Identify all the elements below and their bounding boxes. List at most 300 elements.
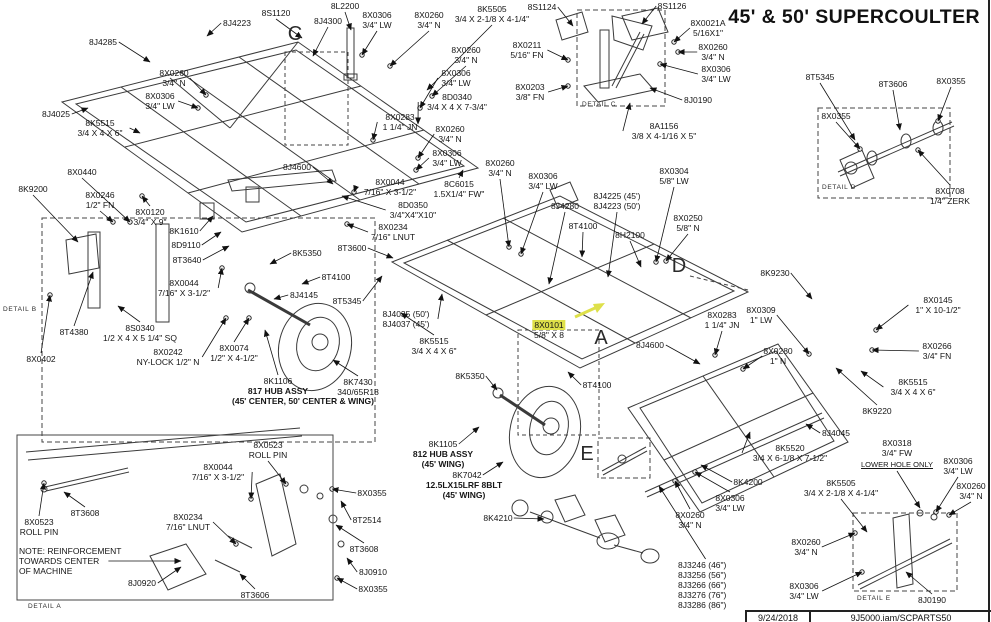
part-label-line: 8X0260 [698,42,728,52]
part-label [18,184,47,194]
part-label-line: 8X0306 [441,68,471,78]
part-label-line: 8X0283 [707,310,737,320]
part-label-line: 8X0120 [135,207,165,217]
part-label-line: 3/4" N [454,55,478,65]
part-label [452,470,481,480]
part-label [390,200,436,220]
detail-caption [3,305,37,315]
part-label-line: 3/4" LW [145,101,175,111]
part-label-line: 1.5X1/4" FW" [433,189,485,199]
part-label [364,177,416,197]
part-label [684,95,712,105]
part-label-line: 3/4" LW [362,20,392,30]
part-label-line: 8K4210 [483,513,513,523]
part-label-line: 8X0250 [673,213,703,223]
leader-line [521,192,543,254]
leader-line [514,518,544,519]
part-label-line: 8X0355 [357,488,387,498]
part-label-line: 8S0340 [125,323,155,333]
part-label [862,406,891,416]
part-label-line: 8K4200 [733,477,763,487]
part-label [333,296,362,306]
part-label-line: C [287,23,303,45]
part-label [432,148,461,168]
part-label-line: 8K7430 [343,377,373,387]
part-label [789,581,818,601]
part-label [210,343,258,363]
leader-line [332,489,356,493]
part-label [173,255,202,265]
part-label-line: 3/4" N [701,52,725,62]
part-label-line: 8T3606 [878,79,908,89]
part-label-line: 8K5515 [85,118,115,128]
part-label-line: 7/16" X 3-1/2" [191,472,245,482]
leader-line [178,101,198,108]
part-label-line: 5/8" N [676,223,700,233]
leader-line [313,167,333,184]
leader-line [336,525,364,543]
part-label-line: 8J3266 (66") [678,580,727,590]
part-label-line: DETAIL B [3,306,37,313]
part-label-line: 8X0355 [358,584,388,594]
part-label-line: 3/4" N [959,491,983,501]
part-label [60,327,89,337]
part-label-line: NOTE: REINFORCEMENT [19,546,122,556]
part-label-line: 8D0340 [442,92,472,102]
leader-line [906,572,932,594]
leader-line [861,371,883,387]
part-label [262,8,291,18]
part-label-line: 8X0260 [159,68,189,78]
leader-line [268,461,286,484]
part-label-line: 8X0260 [956,481,986,491]
section-letter [672,256,686,276]
part-label-line: NY-LOCK 1/2" N [136,357,200,367]
part-label [158,278,210,298]
part-label-line: 8X0260 [435,124,465,134]
part-label-line: 8S1124 [527,2,557,12]
part-label [791,537,820,557]
part-label-line: 8X0101 [534,320,564,330]
leader-line [674,28,690,42]
leader-line [130,128,140,133]
part-label [528,171,557,191]
part-label [77,118,122,138]
part-label [67,167,96,177]
part-label-line: 8X0523 [24,517,54,527]
part-label-line: 8X0306 [362,10,392,20]
part-label [166,512,210,532]
part-label-line: 8J4225 (45') [593,191,641,201]
part-label-line: 8J4145 [290,290,318,300]
part-label [71,508,100,518]
leader-line [623,103,630,131]
part-label-line: 3/4" N [678,520,702,530]
part-label-line: 7/16" X 3-1/2" [363,187,417,197]
leader-line [938,87,951,121]
part-label-line: 8K5520 [775,443,805,453]
leader-line [806,424,820,433]
part-label-line: 3/8 X 4-1/16 X 5" [631,131,697,141]
part-label-line: 8T3640 [172,255,202,265]
part-label-line: 8X0145 [923,295,953,305]
footer-filename: 9J5000.iam/SCPARTS50 [850,613,952,622]
leader-line [897,471,920,508]
part-label [20,517,58,537]
part-label [85,190,114,210]
part-label [455,371,484,381]
leader-line [74,272,93,326]
part-label-line: 8T4100 [321,272,351,282]
leader-line [549,212,565,284]
part-label-line: 8X0260 [451,45,481,55]
part-label-line: 8X0260 [414,10,444,20]
part-label [42,109,70,119]
part-label-line: 8X0355 [821,111,851,121]
leader-line [715,331,722,355]
part-label-line: 3/4" LW [943,466,973,476]
part-label-line: 8X0304 [659,166,689,176]
part-label [943,456,972,476]
leader-line [483,462,503,475]
part-label-line: 1/2" X 4-1/2" [210,353,258,363]
leader-line [893,90,900,130]
leader-line [302,277,320,284]
part-label [804,478,878,498]
title-block [745,610,991,622]
part-label [753,443,827,463]
part-label-line: 8K1106 [263,376,293,386]
part-label [434,179,485,199]
part-label-line: 8J4025 [42,109,70,119]
part-label [659,166,688,186]
leader-line [362,31,377,55]
part-label-line: 8X0523 [253,440,283,450]
leader-line [240,574,255,589]
leader-line [274,295,288,299]
leader-line [548,86,568,92]
part-label-line: 7/16" LNUT [370,232,416,242]
part-label-line: 5/16" FN [510,50,544,60]
part-label [171,240,200,250]
part-label-line: 3/4 X 6-1/8 X 7-1/2" [752,453,828,463]
part-label-line: 8X0234 [173,512,203,522]
sheet-border [988,0,990,622]
part-label [337,377,379,397]
part-label [746,305,775,325]
part-label [422,459,465,469]
part-label-line: 8S1126 [657,1,687,11]
part-label [882,438,912,458]
part-label [760,268,789,278]
part-label-line: 8X0203 [515,82,545,92]
leader-line [695,472,730,492]
part-label-line: 8J4223 (50') [593,201,641,211]
part-label-line: 3/4" N [794,547,818,557]
part-label-line: 3/4" X 9" [133,217,167,227]
detail-caption [822,183,856,193]
part-label-line: 8J0190 [684,95,712,105]
part-label-line: 8T3608 [70,508,100,518]
leader-line [100,211,113,222]
part-label [715,493,744,513]
part-label-line: 8J0190 [918,595,946,605]
part-label [427,92,487,112]
leader-line [438,294,442,319]
part-label [338,243,367,253]
part-label [264,376,293,386]
part-label [371,222,415,242]
part-label [89,37,117,47]
leader-line [333,360,358,376]
leader-line [486,376,497,390]
leader-line [500,179,509,247]
part-label [353,515,382,525]
leader-line [791,273,812,299]
leader-line [568,372,581,385]
part-label-line: 8X0283 [385,112,415,122]
part-label-line: 8X0242 [153,347,183,357]
part-label [956,481,985,501]
part-label-line: 8T3600 [337,243,367,253]
part-label [879,79,908,89]
part-label-line: 7/16" LNUT [165,522,211,532]
part-label-line: 8T3608 [349,544,379,554]
part-label [861,460,933,470]
leader-line [202,232,221,245]
part-label-line: (45' CENTER, 50' CENTER & WING) [232,396,374,406]
part-label-line: 8J4037 (45') [382,319,430,329]
part-label-line: 8T5345 [805,72,835,82]
part-label-line: 8K1610 [169,226,199,236]
part-label-line: 3/4" N [438,134,462,144]
part-label-line: E [580,443,594,465]
part-label [128,578,156,588]
part-label [705,310,740,330]
leader-line [743,356,762,369]
part-label-line: 1 1/4" JN [704,320,740,330]
leader-line [656,187,674,262]
part-label-line: 1" X 10-1/2" [915,305,961,315]
part-label [441,68,470,88]
part-label-line: 8X0306 [701,64,731,74]
leader-line [742,432,750,453]
part-label-line: 3/4 X 4 X 6" [411,346,457,356]
part-label [636,340,664,350]
part-label [322,272,351,282]
part-label-line: 8K1105 [428,439,458,449]
part-label [890,377,935,397]
part-label-line: DETAIL A [28,603,62,610]
part-label-line: 5/8" LW [659,176,689,186]
leader-line [675,481,690,509]
leader-line [158,567,181,583]
part-label-line: TOWARDS CENTER [19,556,100,566]
part-label-line: 8X0260 [485,158,515,168]
leader-line [265,330,278,375]
part-label-line: 8D0350 [398,200,428,210]
part-label-line: 3/4"X4"X10" [389,210,437,220]
part-label [413,449,473,459]
part-label-line: 8X0708 [935,186,965,196]
part-label [314,16,342,26]
footer-date: 9/24/2018 [747,612,811,622]
leader-line [872,350,919,351]
part-label-line: 3/4" FN [922,351,952,361]
part-label [930,186,970,206]
part-label [26,354,55,364]
part-label-line: 3/4" N [417,20,441,30]
part-label [922,341,951,361]
part-label-line: 8X0260 [675,510,705,520]
part-label [358,584,387,594]
part-label-line: 5/8" X 8 [534,330,564,340]
part-label-line: 8X0266 [922,341,952,351]
part-label [357,488,386,498]
part-label [411,336,456,356]
part-label [733,477,762,487]
leader-line [608,212,617,277]
part-label-line: 8L2200 [330,1,360,11]
part-label [383,112,418,132]
part-label [763,346,792,366]
part-label [551,201,579,211]
part-label-line: 8T4380 [59,327,89,337]
part-label-line: 8D9110 [171,240,201,250]
part-label-line: 8J4280 [551,201,579,211]
leader-line [234,318,249,342]
part-label [701,64,730,84]
part-label-line: 8J4045 [822,428,850,438]
leader-line [373,122,377,140]
leader-line [582,232,583,257]
leader-line [119,42,150,62]
leader-line [876,305,908,330]
part-label-line: 8X0044 [203,462,233,472]
part-label-line: 8K9230 [760,268,790,278]
section-letter [288,24,302,44]
part-label-line: 8X0211 [512,40,542,50]
part-label-line: 1" LW [749,315,773,325]
part-label-line: 8J4223 [223,18,251,28]
part-label-line: 8X0021A [690,18,726,28]
part-label-line: 8X0074 [219,343,249,353]
part-label [822,428,850,438]
part-label-line: 8X0280 [763,346,793,356]
leader-line [142,196,150,206]
part-label-line: 1" N [769,356,787,366]
leader-line [39,483,44,516]
part-label-line: D [671,255,687,277]
part-label-line: 8S1120 [261,8,291,18]
part-label-line: 8X0309 [746,305,776,315]
part-label-line: 3/4 X 4 X 6" [77,128,123,138]
part-label-line: 8X0318 [882,438,912,448]
part-label-line: 8A1156 [649,121,679,131]
part-label [678,560,726,610]
leader-line [822,572,862,591]
part-label [918,595,946,605]
part-label-line: 8X0355 [936,76,966,86]
part-label [583,380,612,390]
leader-line [666,345,700,364]
part-label-line: 8C6015 [444,179,474,189]
leader-line [630,241,641,267]
part-label [19,546,121,576]
part-label-line: 3/4" LW [715,503,745,513]
part-label [429,439,458,449]
part-label [483,513,512,523]
leader-line [701,465,732,482]
part-label-line: 8X0306 [789,581,819,591]
leader-line [270,253,291,264]
part-label-line: 3/4" N [488,168,512,178]
part-label [159,68,188,88]
part-label [137,347,200,367]
leader-line [200,216,213,231]
part-label [532,320,565,340]
leader-line [459,427,479,444]
part-label-line: 1/2" FN [85,200,115,210]
part-label-line: 3/4" FW [881,448,913,458]
part-label [414,10,443,30]
part-label-line: DETAIL C [582,101,617,108]
part-label-line: 817 HUB ASSY [247,386,309,396]
leader-line [41,295,50,353]
part-label-line: 8K5350 [292,248,322,258]
leader-line [213,522,236,544]
leader-line [72,108,88,114]
part-label [292,248,321,258]
leader-line [841,499,867,532]
leader-line [190,78,206,95]
part-label-line: 8K7042 [452,470,482,480]
part-label [691,18,726,38]
leader-line [363,276,382,301]
part-label-line: A [594,327,608,349]
leader-line [203,246,229,260]
part-label [359,567,387,577]
section-letter [580,444,593,464]
part-label [806,72,835,82]
part-label-line: 8J4285 [89,37,117,47]
detail-caption [582,100,616,110]
part-label-line: 8H2100 [615,230,645,240]
leader-line [836,368,877,405]
part-label [698,42,727,62]
part-label [515,82,544,102]
part-label-line: 8J0910 [359,567,387,577]
part-label-line: 8K5515 [898,377,928,387]
part-label [510,40,543,60]
detail-caption [28,602,61,612]
leader-line [33,195,78,242]
part-label-line: 8X0306 [715,493,745,503]
part-label-line: OF MACHINE [19,566,73,576]
leader-line [459,170,463,178]
part-label-line: 8J0920 [128,578,156,588]
drawing-title: 45' & 50' SUPERCOULTER [728,6,980,28]
part-label [485,158,514,178]
part-label-line: 3/4 X 2-1/8 X 4-1/4" [803,488,879,498]
part-label-line: 8J4600 [283,162,311,172]
part-label-line: 8X0260 [791,537,821,547]
part-label [145,91,174,111]
leader-line [650,88,682,100]
part-label [103,323,177,343]
leader-line [642,6,656,24]
part-label-line: 1 1/4" JN [382,122,418,132]
